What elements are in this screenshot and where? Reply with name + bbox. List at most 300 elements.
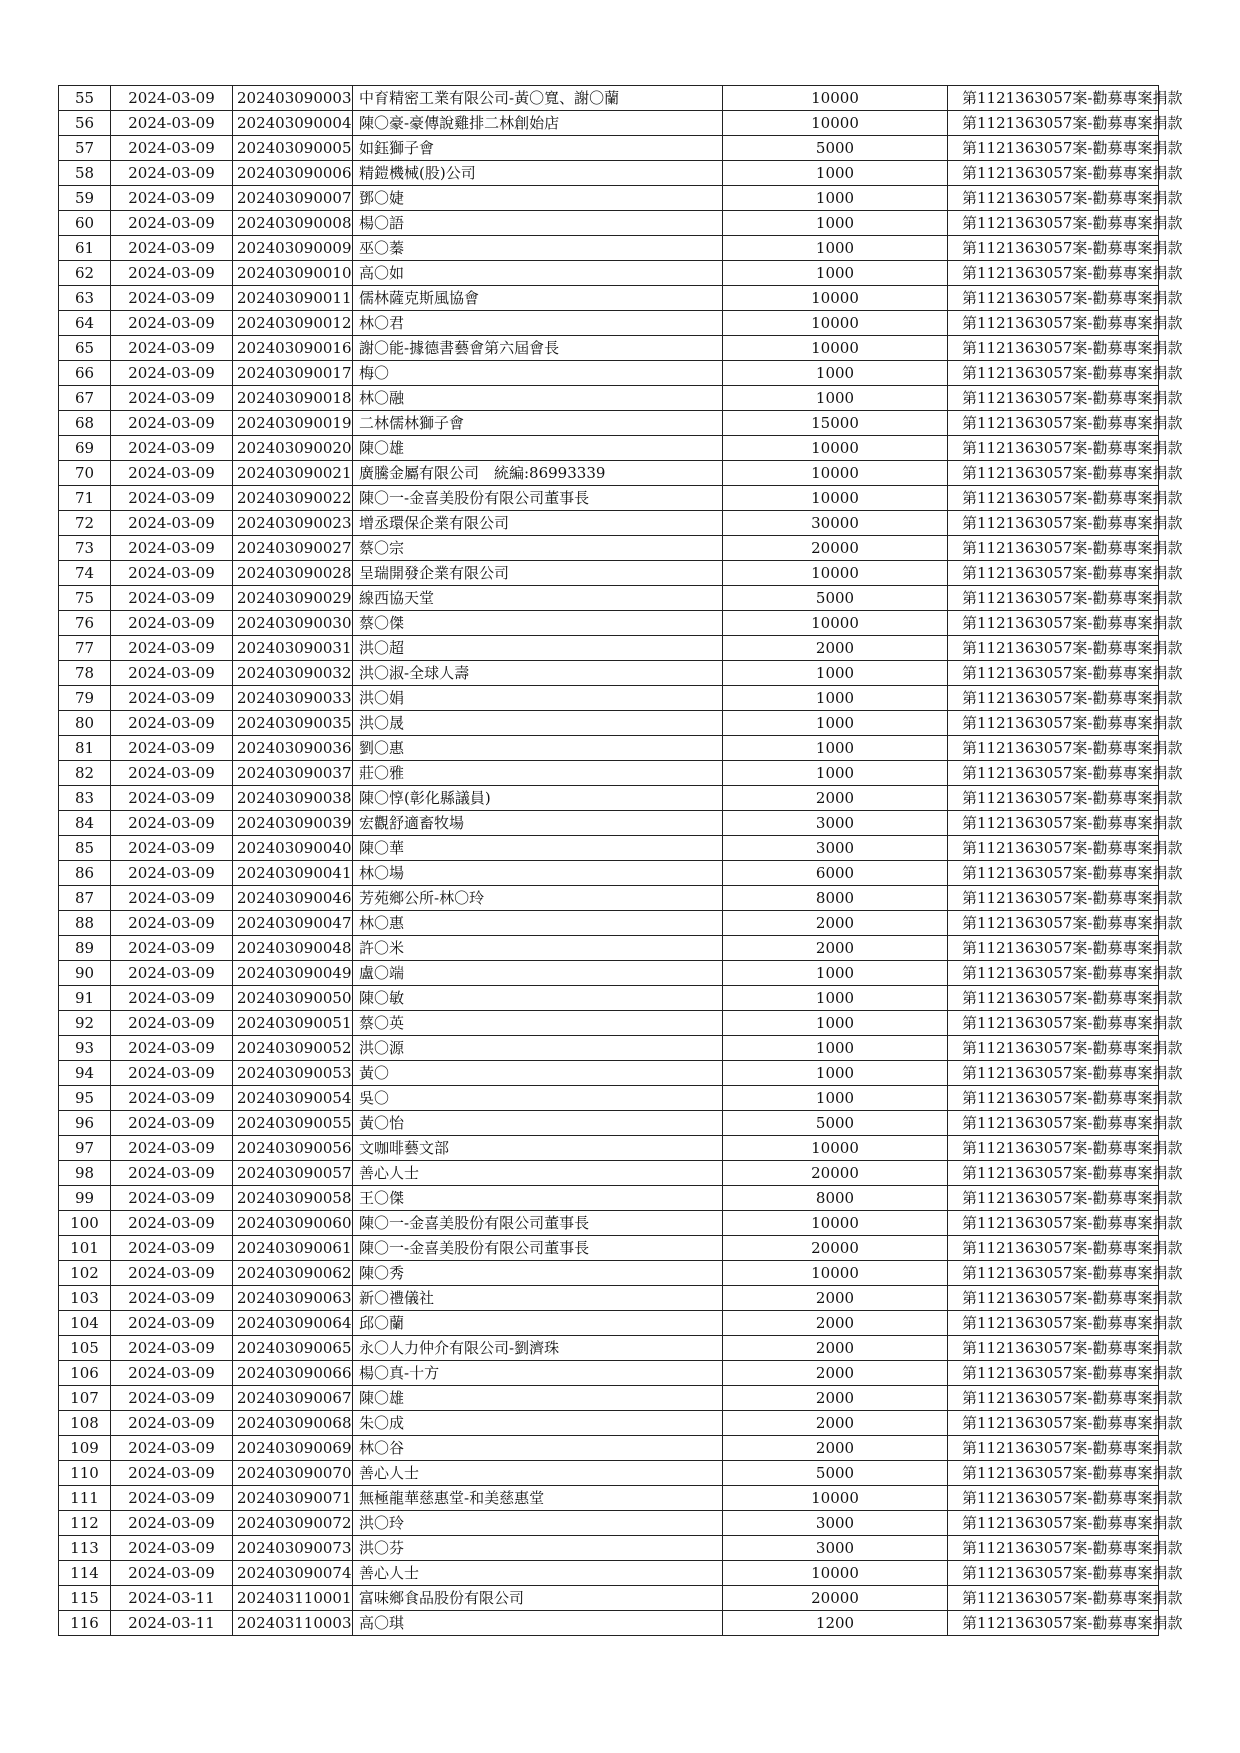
remark-cell: 第1121363057案-勸募專案捐款: [948, 1186, 1159, 1211]
remark-cell: 第1121363057案-勸募專案捐款: [948, 436, 1159, 461]
remark-cell: 第1121363057案-勸募專案捐款: [948, 961, 1159, 986]
table-row: [59, 611, 1159, 636]
remark-cell: 第1121363057案-勸募專案捐款: [948, 261, 1159, 286]
amount-cell: 1000: [723, 161, 948, 186]
receipt-number-cell: 202403090048: [233, 936, 353, 961]
amount-cell: 3000: [723, 1536, 948, 1561]
amount-cell: 3000: [723, 836, 948, 861]
row-number-cell: 97: [59, 1136, 111, 1161]
donor-name-cell: 無極龍華慈惠堂-和美慈惠堂: [353, 1486, 723, 1511]
amount-cell: 2000: [723, 1336, 948, 1361]
remark-cell: 第1121363057案-勸募專案捐款: [948, 1411, 1159, 1436]
row-number-cell: 75: [59, 586, 111, 611]
row-number-cell: 77: [59, 636, 111, 661]
row-number-cell: 63: [59, 286, 111, 311]
amount-cell: 10000: [723, 461, 948, 486]
table-row: [59, 1486, 1159, 1511]
receipt-number-cell: 202403090023: [233, 511, 353, 536]
date-cell: 2024-03-09: [111, 86, 233, 111]
remark-cell: 第1121363057案-勸募專案捐款: [948, 636, 1159, 661]
remark-cell: 第1121363057案-勸募專案捐款: [948, 1211, 1159, 1236]
amount-cell: 3000: [723, 811, 948, 836]
table-row: [59, 86, 1159, 111]
amount-cell: 1000: [723, 736, 948, 761]
receipt-number-cell: 202403090047: [233, 911, 353, 936]
date-cell: 2024-03-11: [111, 1586, 233, 1611]
date-cell: 2024-03-09: [111, 1011, 233, 1036]
donor-name-cell: 洪〇超: [353, 636, 723, 661]
date-cell: 2024-03-09: [111, 1386, 233, 1411]
receipt-number-cell: 202403090035: [233, 711, 353, 736]
remark-cell: 第1121363057案-勸募專案捐款: [948, 1036, 1159, 1061]
amount-cell: 2000: [723, 1361, 948, 1386]
amount-cell: 2000: [723, 1436, 948, 1461]
receipt-number-cell: 202403110003: [233, 1611, 353, 1636]
date-cell: 2024-03-09: [111, 1511, 233, 1536]
receipt-number-cell: 202403090029: [233, 586, 353, 611]
table-row: [59, 411, 1159, 436]
amount-cell: 20000: [723, 1236, 948, 1261]
remark-cell: 第1121363057案-勸募專案捐款: [948, 1311, 1159, 1336]
donor-name-cell: 陳〇一-金喜美股份有限公司董事長: [353, 1236, 723, 1261]
table-row: [59, 511, 1159, 536]
receipt-number-cell: 202403090016: [233, 336, 353, 361]
date-cell: 2024-03-09: [111, 1536, 233, 1561]
amount-cell: 10000: [723, 1486, 948, 1511]
date-cell: 2024-03-11: [111, 1611, 233, 1636]
date-cell: 2024-03-09: [111, 311, 233, 336]
amount-cell: 10000: [723, 561, 948, 586]
row-number-cell: 65: [59, 336, 111, 361]
row-number-cell: 96: [59, 1111, 111, 1136]
remark-cell: 第1121363057案-勸募專案捐款: [948, 1486, 1159, 1511]
donor-name-cell: 陳〇華: [353, 836, 723, 861]
remark-cell: 第1121363057案-勸募專案捐款: [948, 1261, 1159, 1286]
amount-cell: 2000: [723, 636, 948, 661]
amount-cell: 10000: [723, 611, 948, 636]
remark-cell: 第1121363057案-勸募專案捐款: [948, 1286, 1159, 1311]
row-number-cell: 66: [59, 361, 111, 386]
donor-name-cell: 富味鄉食品股份有限公司: [353, 1586, 723, 1611]
remark-cell: 第1121363057案-勸募專案捐款: [948, 236, 1159, 261]
remark-cell: 第1121363057案-勸募專案捐款: [948, 736, 1159, 761]
remark-cell: 第1121363057案-勸募專案捐款: [948, 1436, 1159, 1461]
receipt-number-cell: 202403090008: [233, 211, 353, 236]
row-number-cell: 89: [59, 936, 111, 961]
donor-name-cell: 洪〇晟: [353, 711, 723, 736]
amount-cell: 1000: [723, 1011, 948, 1036]
date-cell: 2024-03-09: [111, 736, 233, 761]
receipt-number-cell: 202403090005: [233, 136, 353, 161]
table-row: [59, 1111, 1159, 1136]
table-row: [59, 261, 1159, 286]
row-number-cell: 90: [59, 961, 111, 986]
amount-cell: 1000: [723, 186, 948, 211]
amount-cell: 8000: [723, 1186, 948, 1211]
row-number-cell: 85: [59, 836, 111, 861]
date-cell: 2024-03-09: [111, 211, 233, 236]
table-row: [59, 1186, 1159, 1211]
row-number-cell: 116: [59, 1611, 111, 1636]
table-row: [59, 436, 1159, 461]
receipt-number-cell: 202403090039: [233, 811, 353, 836]
table-row: [59, 161, 1159, 186]
date-cell: 2024-03-09: [111, 711, 233, 736]
remark-cell: 第1121363057案-勸募專案捐款: [948, 861, 1159, 886]
remark-cell: 第1121363057案-勸募專案捐款: [948, 836, 1159, 861]
donor-name-cell: 莊〇雅: [353, 761, 723, 786]
donation-table-body: [59, 86, 1183, 1636]
amount-cell: 10000: [723, 1261, 948, 1286]
donor-name-cell: 邱〇蘭: [353, 1311, 723, 1336]
donor-name-cell: 蔡〇英: [353, 1011, 723, 1036]
amount-cell: 2000: [723, 1411, 948, 1436]
receipt-number-cell: 202403090052: [233, 1036, 353, 1061]
receipt-number-cell: 202403090040: [233, 836, 353, 861]
receipt-number-cell: 202403090022: [233, 486, 353, 511]
receipt-number-cell: 202403090037: [233, 761, 353, 786]
date-cell: 2024-03-09: [111, 1186, 233, 1211]
row-number-cell: 64: [59, 311, 111, 336]
remark-cell: 第1121363057案-勸募專案捐款: [948, 211, 1159, 236]
amount-cell: 1000: [723, 961, 948, 986]
amount-cell: 5000: [723, 586, 948, 611]
date-cell: 2024-03-09: [111, 836, 233, 861]
amount-cell: 10000: [723, 486, 948, 511]
amount-cell: 3000: [723, 1511, 948, 1536]
remark-cell: 第1121363057案-勸募專案捐款: [948, 661, 1159, 686]
date-cell: 2024-03-09: [111, 1111, 233, 1136]
donor-name-cell: 洪〇源: [353, 1036, 723, 1061]
table-row: [59, 911, 1159, 936]
row-number-cell: 113: [59, 1536, 111, 1561]
amount-cell: 1000: [723, 1061, 948, 1086]
donor-name-cell: 芳苑鄉公所-林〇玲: [353, 886, 723, 911]
table-row: [59, 661, 1159, 686]
remark-cell: 第1121363057案-勸募專案捐款: [948, 361, 1159, 386]
table-row: [59, 1611, 1159, 1636]
date-cell: 2024-03-09: [111, 436, 233, 461]
donor-name-cell: 洪〇芬: [353, 1536, 723, 1561]
row-number-cell: 92: [59, 1011, 111, 1036]
receipt-number-cell: 202403110001: [233, 1586, 353, 1611]
receipt-number-cell: 202403090030: [233, 611, 353, 636]
remark-cell: 第1121363057案-勸募專案捐款: [948, 336, 1159, 361]
remark-cell: 第1121363057案-勸募專案捐款: [948, 911, 1159, 936]
remark-cell: 第1121363057案-勸募專案捐款: [948, 1386, 1159, 1411]
date-cell: 2024-03-09: [111, 786, 233, 811]
date-cell: 2024-03-09: [111, 1311, 233, 1336]
receipt-number-cell: 202403090071: [233, 1486, 353, 1511]
remark-cell: 第1121363057案-勸募專案捐款: [948, 1586, 1159, 1611]
donor-name-cell: 高〇如: [353, 261, 723, 286]
donor-name-cell: 劉〇惠: [353, 736, 723, 761]
row-number-cell: 87: [59, 886, 111, 911]
table-row: [59, 1286, 1159, 1311]
table-row: [59, 211, 1159, 236]
donor-name-cell: 許〇米: [353, 936, 723, 961]
donor-name-cell: 文咖啡藝文部: [353, 1136, 723, 1161]
receipt-number-cell: 202403090056: [233, 1136, 353, 1161]
table-row: [59, 936, 1159, 961]
receipt-number-cell: 202403090060: [233, 1211, 353, 1236]
remark-cell: 第1121363057案-勸募專案捐款: [948, 186, 1159, 211]
row-number-cell: 72: [59, 511, 111, 536]
row-number-cell: 108: [59, 1411, 111, 1436]
remark-cell: 第1121363057案-勸募專案捐款: [948, 1461, 1159, 1486]
amount-cell: 1000: [723, 236, 948, 261]
remark-cell: 第1121363057案-勸募專案捐款: [948, 936, 1159, 961]
donor-name-cell: 陳〇雄: [353, 1386, 723, 1411]
amount-cell: 10000: [723, 436, 948, 461]
date-cell: 2024-03-09: [111, 536, 233, 561]
row-number-cell: 106: [59, 1361, 111, 1386]
table-row: [59, 1236, 1159, 1261]
remark-cell: 第1121363057案-勸募專案捐款: [948, 1086, 1159, 1111]
amount-cell: 30000: [723, 511, 948, 536]
donor-name-cell: 謝〇能-據德書藝會第六屆會長: [353, 336, 723, 361]
donor-name-cell: 林〇融: [353, 386, 723, 411]
row-number-cell: 79: [59, 686, 111, 711]
receipt-number-cell: 202403090057: [233, 1161, 353, 1186]
row-number-cell: 56: [59, 111, 111, 136]
donor-name-cell: 林〇場: [353, 861, 723, 886]
donor-name-cell: 盧〇端: [353, 961, 723, 986]
table-row: [59, 186, 1159, 211]
receipt-number-cell: 202403090058: [233, 1186, 353, 1211]
table-row: [59, 811, 1159, 836]
table-row: [59, 1461, 1159, 1486]
row-number-cell: 67: [59, 386, 111, 411]
amount-cell: 20000: [723, 1586, 948, 1611]
receipt-number-cell: 202403090031: [233, 636, 353, 661]
date-cell: 2024-03-09: [111, 186, 233, 211]
donor-name-cell: 新〇禮儀社: [353, 1286, 723, 1311]
donor-name-cell: 永〇人力仲介有限公司-劉濟珠: [353, 1336, 723, 1361]
receipt-number-cell: 202403090017: [233, 361, 353, 386]
remark-cell: 第1121363057案-勸募專案捐款: [948, 1136, 1159, 1161]
date-cell: 2024-03-09: [111, 336, 233, 361]
date-cell: 2024-03-09: [111, 861, 233, 886]
date-cell: 2024-03-09: [111, 686, 233, 711]
date-cell: 2024-03-09: [111, 1236, 233, 1261]
remark-cell: 第1121363057案-勸募專案捐款: [948, 1161, 1159, 1186]
row-number-cell: 81: [59, 736, 111, 761]
amount-cell: 2000: [723, 1311, 948, 1336]
donor-name-cell: 王〇傑: [353, 1186, 723, 1211]
receipt-number-cell: 202403090006: [233, 161, 353, 186]
receipt-number-cell: 202403090011: [233, 286, 353, 311]
remark-cell: 第1121363057案-勸募專案捐款: [948, 761, 1159, 786]
date-cell: 2024-03-09: [111, 611, 233, 636]
amount-cell: 8000: [723, 886, 948, 911]
table-row: [59, 1086, 1159, 1111]
receipt-number-cell: 202403090038: [233, 786, 353, 811]
table-row: [59, 986, 1159, 1011]
date-cell: 2024-03-09: [111, 961, 233, 986]
amount-cell: 1000: [723, 1086, 948, 1111]
row-number-cell: 73: [59, 536, 111, 561]
date-cell: 2024-03-09: [111, 561, 233, 586]
date-cell: 2024-03-09: [111, 811, 233, 836]
receipt-number-cell: 202403090049: [233, 961, 353, 986]
row-number-cell: 82: [59, 761, 111, 786]
table-row: [59, 861, 1159, 886]
donor-name-cell: 陳〇秀: [353, 1261, 723, 1286]
remark-cell: 第1121363057案-勸募專案捐款: [948, 1611, 1159, 1636]
amount-cell: 1000: [723, 261, 948, 286]
receipt-number-cell: 202403090036: [233, 736, 353, 761]
row-number-cell: 110: [59, 1461, 111, 1486]
remark-cell: 第1121363057案-勸募專案捐款: [948, 86, 1159, 111]
table-row: [59, 1136, 1159, 1161]
donor-name-cell: 蔡〇宗: [353, 536, 723, 561]
row-number-cell: 86: [59, 861, 111, 886]
remark-cell: 第1121363057案-勸募專案捐款: [948, 1061, 1159, 1086]
receipt-number-cell: 202403090063: [233, 1286, 353, 1311]
table-row: [59, 586, 1159, 611]
row-number-cell: 115: [59, 1586, 111, 1611]
amount-cell: 2000: [723, 1386, 948, 1411]
receipt-number-cell: 202403090070: [233, 1461, 353, 1486]
table-row: [59, 1061, 1159, 1086]
receipt-number-cell: 202403090065: [233, 1336, 353, 1361]
donor-name-cell: 鄧〇婕: [353, 186, 723, 211]
amount-cell: 10000: [723, 1211, 948, 1236]
receipt-number-cell: 202403090032: [233, 661, 353, 686]
date-cell: 2024-03-09: [111, 386, 233, 411]
row-number-cell: 55: [59, 86, 111, 111]
row-number-cell: 101: [59, 1236, 111, 1261]
row-number-cell: 70: [59, 461, 111, 486]
table-row: [59, 1311, 1159, 1336]
receipt-number-cell: 202403090009: [233, 236, 353, 261]
date-cell: 2024-03-09: [111, 486, 233, 511]
receipt-number-cell: 202403090004: [233, 111, 353, 136]
table-row: [59, 1561, 1159, 1586]
table-row: [59, 311, 1159, 336]
table-row: [59, 786, 1159, 811]
receipt-number-cell: 202403090074: [233, 1561, 353, 1586]
table-row: [59, 286, 1159, 311]
table-row: [59, 361, 1159, 386]
donor-name-cell: 善心人士: [353, 1561, 723, 1586]
amount-cell: 2000: [723, 786, 948, 811]
row-number-cell: 59: [59, 186, 111, 211]
date-cell: 2024-03-09: [111, 1086, 233, 1111]
table-row: [59, 1036, 1159, 1061]
row-number-cell: 99: [59, 1186, 111, 1211]
donor-name-cell: 善心人士: [353, 1461, 723, 1486]
row-number-cell: 71: [59, 486, 111, 511]
row-number-cell: 102: [59, 1261, 111, 1286]
date-cell: 2024-03-09: [111, 136, 233, 161]
remark-cell: 第1121363057案-勸募專案捐款: [948, 886, 1159, 911]
remark-cell: 第1121363057案-勸募專案捐款: [948, 1011, 1159, 1036]
row-number-cell: 103: [59, 1286, 111, 1311]
date-cell: 2024-03-09: [111, 1036, 233, 1061]
date-cell: 2024-03-09: [111, 261, 233, 286]
donor-name-cell: 中育精密工業有限公司-黃〇寬、謝〇蘭: [353, 86, 723, 111]
amount-cell: 10000: [723, 286, 948, 311]
row-number-cell: 88: [59, 911, 111, 936]
donor-name-cell: 陳〇一-金喜美股份有限公司董事長: [353, 486, 723, 511]
table-row: [59, 1011, 1159, 1036]
date-cell: 2024-03-09: [111, 1286, 233, 1311]
remark-cell: 第1121363057案-勸募專案捐款: [948, 136, 1159, 161]
remark-cell: 第1121363057案-勸募專案捐款: [948, 1336, 1159, 1361]
remark-cell: 第1121363057案-勸募專案捐款: [948, 1361, 1159, 1386]
amount-cell: 10000: [723, 1136, 948, 1161]
amount-cell: 1000: [723, 361, 948, 386]
table-row: [59, 461, 1159, 486]
amount-cell: 1000: [723, 686, 948, 711]
receipt-number-cell: 202403090012: [233, 311, 353, 336]
donor-name-cell: 善心人士: [353, 1161, 723, 1186]
donor-name-cell: 巫〇蓁: [353, 236, 723, 261]
donor-name-cell: 黃〇怡: [353, 1111, 723, 1136]
date-cell: 2024-03-09: [111, 286, 233, 311]
date-cell: 2024-03-09: [111, 661, 233, 686]
table-row: [59, 1161, 1159, 1186]
receipt-number-cell: 202403090067: [233, 1386, 353, 1411]
donation-list-page: [58, 85, 1183, 1636]
table-row: [59, 1361, 1159, 1386]
receipt-number-cell: 202403090046: [233, 886, 353, 911]
date-cell: 2024-03-09: [111, 1211, 233, 1236]
table-row: [59, 686, 1159, 711]
remark-cell: 第1121363057案-勸募專案捐款: [948, 1536, 1159, 1561]
table-row: [59, 1511, 1159, 1536]
row-number-cell: 62: [59, 261, 111, 286]
amount-cell: 1000: [723, 711, 948, 736]
remark-cell: 第1121363057案-勸募專案捐款: [948, 386, 1159, 411]
donation-table: [58, 85, 1183, 1636]
row-number-cell: 69: [59, 436, 111, 461]
receipt-number-cell: 202403090020: [233, 436, 353, 461]
amount-cell: 1000: [723, 211, 948, 236]
donor-name-cell: 吳〇: [353, 1086, 723, 1111]
remark-cell: 第1121363057案-勸募專案捐款: [948, 1561, 1159, 1586]
remark-cell: 第1121363057案-勸募專案捐款: [948, 161, 1159, 186]
receipt-number-cell: 202403090021: [233, 461, 353, 486]
date-cell: 2024-03-09: [111, 1261, 233, 1286]
row-number-cell: 105: [59, 1336, 111, 1361]
table-row: [59, 961, 1159, 986]
amount-cell: 10000: [723, 336, 948, 361]
amount-cell: 5000: [723, 1111, 948, 1136]
row-number-cell: 61: [59, 236, 111, 261]
table-row: [59, 136, 1159, 161]
remark-cell: 第1121363057案-勸募專案捐款: [948, 686, 1159, 711]
donor-name-cell: 廣騰金屬有限公司 統編:86993339: [353, 461, 723, 486]
remark-cell: 第1121363057案-勸募專案捐款: [948, 511, 1159, 536]
row-number-cell: 78: [59, 661, 111, 686]
date-cell: 2024-03-09: [111, 1136, 233, 1161]
donor-name-cell: 增丞環保企業有限公司: [353, 511, 723, 536]
amount-cell: 2000: [723, 936, 948, 961]
donor-name-cell: 線西協天堂: [353, 586, 723, 611]
amount-cell: 6000: [723, 861, 948, 886]
row-number-cell: 60: [59, 211, 111, 236]
receipt-number-cell: 202403090010: [233, 261, 353, 286]
date-cell: 2024-03-09: [111, 161, 233, 186]
receipt-number-cell: 202403090027: [233, 536, 353, 561]
date-cell: 2024-03-09: [111, 586, 233, 611]
remark-cell: 第1121363057案-勸募專案捐款: [948, 1511, 1159, 1536]
table-row: [59, 1586, 1159, 1611]
table-row: [59, 736, 1159, 761]
